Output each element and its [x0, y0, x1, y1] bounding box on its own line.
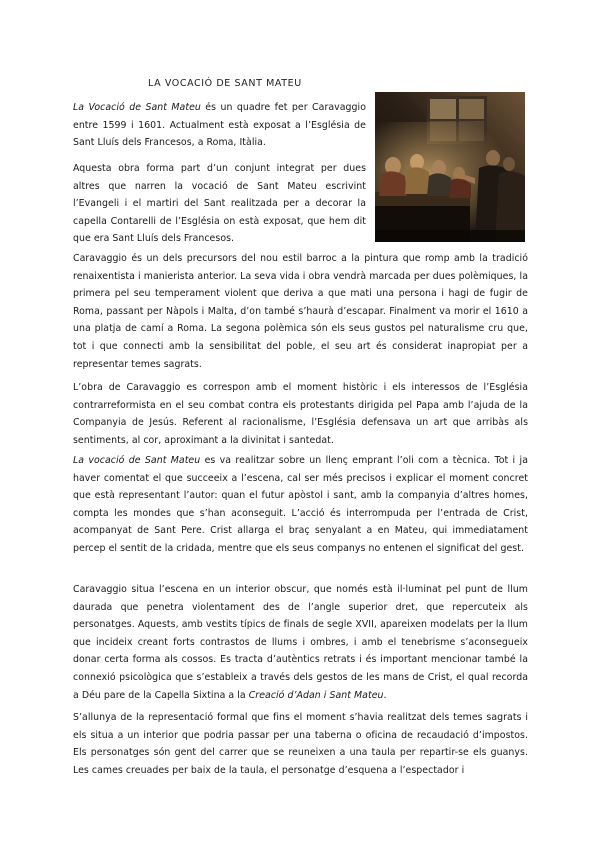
paragraph-text: es va realitzar sobre un llenç emprant l’oli com a tècnica. Tot i ja haver comentat el que succeeix a l’escena, cal ser més precisos i explicar el moment concret que està representant l’autor: quan el futur apòstol i sant, amb la companyia d’altres homes, compta les mondes que s’han aconseguit. L’acció és interrompuda per l’entrada de Crist, acompanyat de Sant Pere. Crist allarga el braç senyalant a en Mateu, qui immediatament percep el sentit de la cridada, mentre que els seus companys no entenen el significat del gest. [73, 455, 528, 554]
italic-title-text: Creació d’Adan i Sant Mateu [248, 689, 384, 701]
paragraph-historical-context [73, 379, 528, 449]
paragraph-text: L’obra de Caravaggio es correspon amb el moment històric i els interessos de l’Església contrarreformista en el seu combat contra els protestants dirigida pel Papa amb l’ajuda de la Companyia de Jesús. Referent al racionalisme, l’Església defensava un art que arribàs als sentiments, al cor, aproximant a la divinitat i santedat. [73, 382, 528, 446]
paragraph-composition [73, 581, 528, 704]
document-title: LA VOCACIÓ DE SANT MATEU [148, 78, 302, 89]
paragraph-technique [73, 452, 528, 558]
painting-illustration [375, 92, 525, 242]
paragraph-text: Aquesta obra forma part d’un conjunt integrat per dues altres que narren la vocació de Sant Mateu escrivint l’Evangeli i el martiri del Sant realitzada per a decorar la capella Contarelli de l’Església on està exposat, que hem dit que era Sant Lluís dels Francesos. [73, 163, 366, 245]
italic-title-text: La vocació de Sant Mateu [73, 455, 201, 466]
paragraph-author [73, 250, 528, 373]
italic-title-text: La Vocació de Sant Mateu [73, 102, 201, 113]
paragraph-text: és un quadre fet per Caravaggio entre 1599 i 1601. Actualment està exposat a l’Església de Sant Lluís dels Francesos, a Roma, Itàlia. [73, 102, 366, 149]
paragraph-setting [73, 709, 528, 779]
paragraph-intro [73, 99, 366, 152]
paragraph-text: . [383, 689, 387, 701]
paragraph-text: Caravaggio situa l’escena en un interior obscur, que només està il·luminat pel punt de llum daurada que penetra violentament des de l’angle superior dret, que repercuteix als personatges. Aquests, amb vestits típics de finals de segle XVII, apareixen modelats per la llum que incideix creant forts contrastos de llums i ombres, i amb el tenebrisme s’aconsegueix donar certa forma als cossos. Es tracta d’autèntics retrats i és important mencionar també la connexió psicològica que s’estableix a través dels gestos de les mans de Crist, el qual recorda a Déu pare de la Capella Sixtina a la [73, 584, 528, 701]
paragraph-context [73, 160, 366, 248]
painting-image [375, 92, 525, 242]
paragraph-text: S’allunya de la representació formal que fins el moment s’havia realitzat dels temes sagrats i els situa a un interior que podria passar per una taberna o oficina de recaudació d’impostos. Els personatges són gent del carrer que se reuneixen a una taula per repartir-se els guanys. Les cames creuades per baix de la taula, el personatge d’esquena a l’espectador i [73, 712, 528, 776]
paragraph-text: Caravaggio és un dels precursors del nou estil barroc a la pintura que romp amb la tradició renaixentista i manierista anterior. La seva vida i obra vendrà marcada per dues polèmiques, la primera pel seu temperament violent que deriva a que mati una persona i hagi de fugir de Roma, passant per Nàpols i Malta, d’on també s’haurà d’escapar. Finalment va morir el 1610 a una platja de camí a Roma. La segona polèmica són els seus gustos pel naturalisme cru que, tot i que connecti amb la sensibilitat del poble, el seu art és considerat inapropiat per a representar temes sagrats. [73, 253, 528, 370]
